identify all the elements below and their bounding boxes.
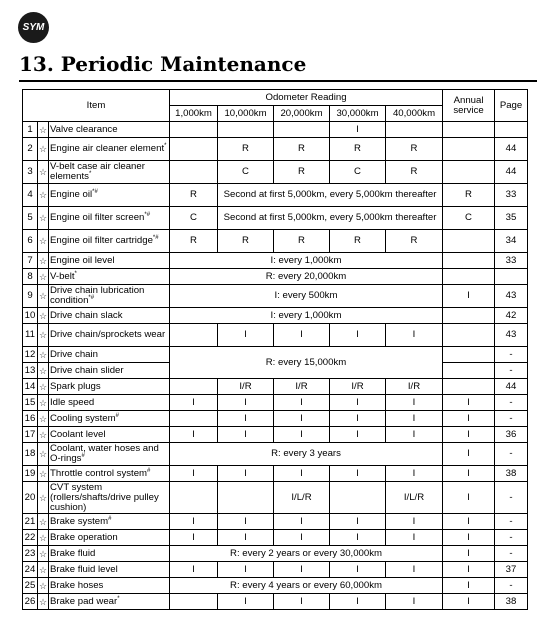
odo-cell: C xyxy=(170,207,218,230)
item-name xyxy=(49,161,170,184)
row-number: 18 xyxy=(23,443,38,466)
odo-cell: C xyxy=(218,161,274,184)
item-label: Cooling system xyxy=(50,412,116,424)
table-row xyxy=(23,482,528,514)
table-row xyxy=(23,269,528,285)
item-label: Drive chain slack xyxy=(50,309,123,321)
item-name xyxy=(49,347,170,363)
item-label: Drive chain xyxy=(50,348,98,360)
odo-cell: I xyxy=(386,411,443,427)
item-note-mark: *# xyxy=(92,188,98,195)
item-name xyxy=(49,122,170,138)
star-mark: ☆ xyxy=(38,138,49,161)
page-cell: - xyxy=(495,578,528,594)
table-row xyxy=(23,324,528,347)
odo-cell: I xyxy=(330,395,386,411)
item-name xyxy=(49,324,170,347)
star-mark: ☆ xyxy=(38,395,49,411)
star-mark: ☆ xyxy=(38,427,49,443)
odo-cell xyxy=(170,379,218,395)
header-odo-40000: 40,000km xyxy=(386,106,443,122)
item-name xyxy=(49,578,170,594)
table-row xyxy=(23,253,528,269)
item-label: Brake operation xyxy=(50,531,118,543)
annual-cell: I xyxy=(443,546,495,562)
schedule-span: I: every 1,000km xyxy=(170,308,443,324)
item-label: Throttle control system xyxy=(50,467,148,479)
item-name xyxy=(49,395,170,411)
odo-cell xyxy=(170,594,218,610)
row-number: 12 xyxy=(23,347,38,363)
page-cell xyxy=(495,122,528,138)
odo-cell: I xyxy=(330,466,386,482)
page-cell xyxy=(495,269,528,285)
maintenance-table xyxy=(22,89,528,610)
annual-cell: I xyxy=(443,285,495,308)
sym-logo: SYM xyxy=(18,12,49,43)
item-name xyxy=(49,363,170,379)
item-label: Brake pad wear xyxy=(50,595,118,607)
row-number: 19 xyxy=(23,466,38,482)
table-row xyxy=(23,308,528,324)
annual-cell xyxy=(443,161,495,184)
star-mark: ☆ xyxy=(38,230,49,253)
page-cell: - xyxy=(495,363,528,379)
odo-cell: I xyxy=(274,466,330,482)
item-label: Drive chain/sprockets wear xyxy=(50,329,166,340)
row-number: 13 xyxy=(23,363,38,379)
header-page: Page xyxy=(495,90,528,122)
table-row xyxy=(23,161,528,184)
annual-cell xyxy=(443,324,495,347)
odo-cell: I xyxy=(218,594,274,610)
page-title: 13. Periodic Maintenance xyxy=(19,52,307,76)
odo-cell: I xyxy=(386,324,443,347)
schedule-span: Second at first 5,000km, every 5,000km thereafter xyxy=(218,207,443,230)
star-mark: ☆ xyxy=(38,269,49,285)
annual-cell: I xyxy=(443,427,495,443)
odo-cell: I xyxy=(330,411,386,427)
table-row xyxy=(23,411,528,427)
odo-cell: I xyxy=(218,395,274,411)
schedule-span: I: every 500km xyxy=(170,285,443,308)
odo-cell: R xyxy=(386,161,443,184)
page-cell: - xyxy=(495,347,528,363)
odo-cell: I xyxy=(330,514,386,530)
odo-cell: I xyxy=(170,466,218,482)
odo-cell: I xyxy=(330,122,386,138)
annual-cell xyxy=(443,138,495,161)
odo-cell: R xyxy=(386,230,443,253)
header-odo-1000: 1,000km xyxy=(170,106,218,122)
table-row xyxy=(23,514,528,530)
annual-cell xyxy=(443,230,495,253)
odo-cell: I xyxy=(274,530,330,546)
page-cell: - xyxy=(495,395,528,411)
star-mark: ☆ xyxy=(38,466,49,482)
table-row xyxy=(23,578,528,594)
schedule-span: R: every 3 years xyxy=(170,443,443,466)
odo-cell: I xyxy=(170,530,218,546)
maintenance-rows xyxy=(23,122,528,610)
odo-cell: I xyxy=(218,427,274,443)
row-number: 20 xyxy=(23,482,38,514)
page-cell: - xyxy=(495,530,528,546)
annual-cell: R xyxy=(443,184,495,207)
header-item: Item xyxy=(23,90,170,122)
item-label: Engine oil xyxy=(50,189,93,200)
odo-cell: I xyxy=(170,562,218,578)
row-number: 16 xyxy=(23,411,38,427)
table-row xyxy=(23,138,528,161)
odo-cell xyxy=(170,482,218,514)
odo-cell: I/L/R xyxy=(274,482,330,514)
header-odo-10000: 10,000km xyxy=(218,106,274,122)
item-label: Valve clearance xyxy=(50,123,118,135)
annual-cell xyxy=(443,269,495,285)
odo-cell: I xyxy=(218,562,274,578)
odo-cell xyxy=(170,161,218,184)
annual-cell: I xyxy=(443,411,495,427)
table-row xyxy=(23,594,528,610)
item-label: Brake fluid level xyxy=(50,563,118,575)
item-note-mark: * xyxy=(117,595,120,602)
item-label: Engine oil filter screen xyxy=(50,212,145,223)
item-label: Drive chain lubrication condition xyxy=(50,285,145,306)
page-cell: - xyxy=(495,546,528,562)
item-name xyxy=(49,379,170,395)
item-label: Coolant level xyxy=(50,428,106,440)
odo-cell: I xyxy=(274,411,330,427)
odo-cell: R xyxy=(274,161,330,184)
annual-cell: I xyxy=(443,443,495,466)
odo-cell: I xyxy=(170,427,218,443)
table-row xyxy=(23,379,528,395)
annual-cell: I xyxy=(443,514,495,530)
odo-cell: I xyxy=(386,530,443,546)
odo-cell: I xyxy=(170,514,218,530)
odo-cell: I xyxy=(386,427,443,443)
star-mark: ☆ xyxy=(38,122,49,138)
schedule-span: I: every 1,000km xyxy=(170,253,443,269)
item-name xyxy=(49,562,170,578)
odo-cell: I/R xyxy=(274,379,330,395)
item-name xyxy=(49,482,170,514)
annual-cell: I xyxy=(443,594,495,610)
page-cell: 43 xyxy=(495,324,528,347)
odo-cell: I xyxy=(386,562,443,578)
odo-cell: I xyxy=(386,514,443,530)
odo-cell xyxy=(170,138,218,161)
star-mark: ☆ xyxy=(38,324,49,347)
odo-cell: C xyxy=(330,161,386,184)
star-mark: ☆ xyxy=(38,514,49,530)
star-mark: ☆ xyxy=(38,562,49,578)
star-mark: ☆ xyxy=(38,530,49,546)
odo-cell: R xyxy=(218,230,274,253)
odo-cell: I xyxy=(330,530,386,546)
odo-cell: R xyxy=(274,138,330,161)
odo-cell: R xyxy=(274,230,330,253)
page-cell: 38 xyxy=(495,594,528,610)
table-row xyxy=(23,184,528,207)
title-rule xyxy=(19,80,537,82)
item-name xyxy=(49,269,170,285)
schedule-span: Second at first 5,000km, every 5,000km thereafter xyxy=(218,184,443,207)
table-row xyxy=(23,466,528,482)
header-odo-20000: 20,000km xyxy=(274,106,330,122)
row-number: 2 xyxy=(23,138,38,161)
table-row xyxy=(23,285,528,308)
odo-cell: I xyxy=(218,324,274,347)
item-label: Brake hoses xyxy=(50,579,104,591)
row-number: 4 xyxy=(23,184,38,207)
page-cell: 37 xyxy=(495,562,528,578)
row-number: 8 xyxy=(23,269,38,285)
annual-cell: I xyxy=(443,466,495,482)
odo-cell: I xyxy=(218,530,274,546)
item-label: Idle speed xyxy=(50,396,95,408)
odo-cell: I xyxy=(274,395,330,411)
item-label: Brake fluid xyxy=(50,547,96,559)
odo-cell: I xyxy=(218,411,274,427)
star-mark: ☆ xyxy=(38,411,49,427)
row-number: 15 xyxy=(23,395,38,411)
odo-cell: I/R xyxy=(218,379,274,395)
schedule-span: R: every 20,000km xyxy=(170,269,443,285)
annual-cell xyxy=(443,308,495,324)
item-name xyxy=(49,530,170,546)
star-mark: ☆ xyxy=(38,285,49,308)
item-note-mark: * xyxy=(164,142,167,149)
item-name xyxy=(49,594,170,610)
row-number: 10 xyxy=(23,308,38,324)
item-name xyxy=(49,308,170,324)
star-mark: ☆ xyxy=(38,363,49,379)
item-name xyxy=(49,138,170,161)
item-note-mark: # xyxy=(81,452,85,459)
odo-cell: I xyxy=(218,466,274,482)
odo-cell: R xyxy=(386,138,443,161)
annual-cell xyxy=(443,363,495,379)
schedule-span: R: every 4 years or every 60,000km xyxy=(170,578,443,594)
row-number: 25 xyxy=(23,578,38,594)
row-number: 24 xyxy=(23,562,38,578)
odo-cell: R xyxy=(218,138,274,161)
row-number: 23 xyxy=(23,546,38,562)
table-row xyxy=(23,443,528,466)
table-row xyxy=(23,230,528,253)
page-cell: - xyxy=(495,514,528,530)
item-name xyxy=(49,427,170,443)
item-note-mark: *# xyxy=(152,234,159,241)
odo-cell xyxy=(386,122,443,138)
annual-cell: I xyxy=(443,395,495,411)
table-row xyxy=(23,395,528,411)
star-mark: ☆ xyxy=(38,546,49,562)
odo-cell: I xyxy=(170,395,218,411)
item-name xyxy=(49,546,170,562)
item-name xyxy=(49,253,170,269)
star-mark: ☆ xyxy=(38,184,49,207)
odo-cell: I xyxy=(274,427,330,443)
odo-cell: I xyxy=(330,324,386,347)
item-name xyxy=(49,514,170,530)
header-annual: Annual service xyxy=(443,90,495,122)
star-mark: ☆ xyxy=(38,253,49,269)
item-note-mark: *# xyxy=(144,211,151,218)
page-cell: 38 xyxy=(495,466,528,482)
odo-cell xyxy=(218,482,274,514)
item-label: CVT system (rollers/shafts/drive pulley cushion) xyxy=(50,481,159,513)
odo-cell: R xyxy=(330,138,386,161)
odo-cell xyxy=(170,324,218,347)
odo-cell xyxy=(274,122,330,138)
row-number: 21 xyxy=(23,514,38,530)
odo-cell: I xyxy=(330,562,386,578)
item-label: Engine oil level xyxy=(50,254,115,266)
annual-cell: C xyxy=(443,207,495,230)
odo-cell xyxy=(330,482,386,514)
item-name xyxy=(49,230,170,253)
item-note-mark: # xyxy=(147,467,151,474)
annual-cell xyxy=(443,253,495,269)
row-number: 26 xyxy=(23,594,38,610)
star-mark: ☆ xyxy=(38,578,49,594)
annual-cell: I xyxy=(443,578,495,594)
item-note-mark: * xyxy=(88,170,92,177)
page-cell: 44 xyxy=(495,379,528,395)
page-cell: 44 xyxy=(495,161,528,184)
odo-cell: I xyxy=(386,395,443,411)
item-label: Engine air cleaner element xyxy=(50,143,165,154)
odo-cell: R xyxy=(330,230,386,253)
odo-cell: I xyxy=(218,514,274,530)
row-number: 5 xyxy=(23,207,38,230)
odo-cell xyxy=(170,122,218,138)
star-mark: ☆ xyxy=(38,347,49,363)
item-note-mark: # xyxy=(115,412,119,419)
row-number: 9 xyxy=(23,285,38,308)
star-mark: ☆ xyxy=(38,379,49,395)
annual-cell: I xyxy=(443,530,495,546)
star-mark: ☆ xyxy=(38,308,49,324)
odo-cell: I xyxy=(274,514,330,530)
page-cell: 44 xyxy=(495,138,528,161)
item-note-mark: * xyxy=(74,270,77,277)
odo-cell xyxy=(218,122,274,138)
item-name xyxy=(49,184,170,207)
odo-cell: I xyxy=(274,324,330,347)
page-cell: 33 xyxy=(495,253,528,269)
item-note-mark: *# xyxy=(88,294,95,301)
row-number: 17 xyxy=(23,427,38,443)
page-cell: 34 xyxy=(495,230,528,253)
item-name xyxy=(49,443,170,466)
item-label: V-belt case air cleaner elements xyxy=(50,161,145,182)
table-row xyxy=(23,122,528,138)
odo-cell: I/R xyxy=(386,379,443,395)
row-number: 3 xyxy=(23,161,38,184)
page-cell: 36 xyxy=(495,427,528,443)
odo-cell: I xyxy=(386,466,443,482)
item-name xyxy=(49,411,170,427)
star-mark: ☆ xyxy=(38,482,49,514)
table-row xyxy=(23,207,528,230)
row-number: 1 xyxy=(23,122,38,138)
odo-cell: I/L/R xyxy=(386,482,443,514)
schedule-span: R: every 2 years or every 30,000km xyxy=(170,546,443,562)
row-number: 6 xyxy=(23,230,38,253)
table-row xyxy=(23,427,528,443)
odo-cell: I xyxy=(330,594,386,610)
odo-cell xyxy=(170,411,218,427)
item-label: Coolant, water hoses and O-rings xyxy=(50,443,159,464)
odo-cell: R xyxy=(170,184,218,207)
star-mark: ☆ xyxy=(38,161,49,184)
star-mark: ☆ xyxy=(38,594,49,610)
table-row xyxy=(23,562,528,578)
page-cell: - xyxy=(495,443,528,466)
page-cell: 35 xyxy=(495,207,528,230)
row-number: 14 xyxy=(23,379,38,395)
item-note-mark: # xyxy=(108,515,112,522)
header-odo-30000: 30,000km xyxy=(330,106,386,122)
odo-cell: I xyxy=(386,594,443,610)
annual-cell: I xyxy=(443,562,495,578)
star-mark: ☆ xyxy=(38,207,49,230)
item-label: Brake system xyxy=(50,515,109,527)
page-cell: - xyxy=(495,411,528,427)
table-row xyxy=(23,546,528,562)
row-number: 7 xyxy=(23,253,38,269)
odo-cell: R xyxy=(170,230,218,253)
page-cell: 33 xyxy=(495,184,528,207)
item-label: Spark plugs xyxy=(50,380,101,392)
row-number: 11 xyxy=(23,324,38,347)
star-mark: ☆ xyxy=(38,443,49,466)
item-name xyxy=(49,285,170,308)
annual-cell xyxy=(443,347,495,363)
annual-cell: I xyxy=(443,482,495,514)
item-label: Drive chain slider xyxy=(50,364,124,376)
page-cell: 42 xyxy=(495,308,528,324)
item-label: V-belt xyxy=(50,270,75,282)
table-row xyxy=(23,530,528,546)
row-number: 22 xyxy=(23,530,38,546)
annual-cell xyxy=(443,379,495,395)
schedule-span: R: every 15,000km xyxy=(170,347,443,379)
odo-cell: I xyxy=(330,427,386,443)
odo-cell: I/R xyxy=(330,379,386,395)
page-cell: - xyxy=(495,482,528,514)
header-odometer: Odometer Reading xyxy=(170,90,443,106)
item-name xyxy=(49,466,170,482)
item-label: Engine oil filter cartridge xyxy=(50,235,153,246)
annual-cell xyxy=(443,122,495,138)
item-name xyxy=(49,207,170,230)
page-cell: 43 xyxy=(495,285,528,308)
odo-cell: I xyxy=(274,594,330,610)
table-row xyxy=(23,347,528,363)
odo-cell: I xyxy=(274,562,330,578)
